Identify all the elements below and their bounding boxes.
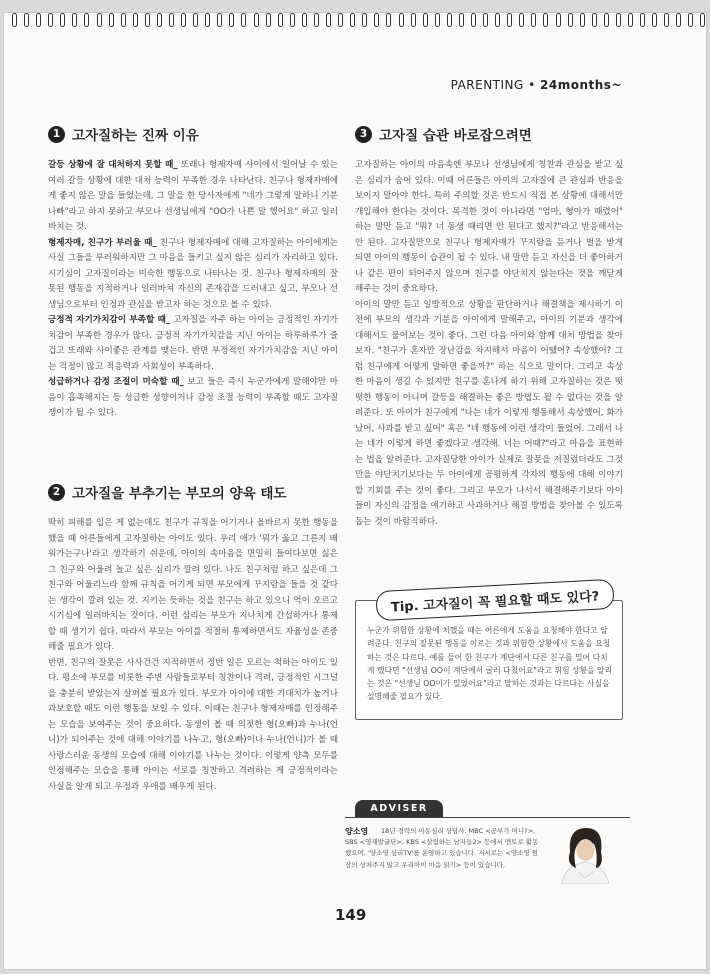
binding-ring <box>278 13 283 27</box>
binding-ring <box>507 13 512 27</box>
section1-title <box>48 124 199 144</box>
binding-ring <box>592 13 597 27</box>
section3-heading: 고자질 습관 바로잡으려면 <box>379 128 532 144</box>
section1-para-4-lead: 성급하거나 감정 조절이 미숙할 때_ <box>48 377 184 387</box>
binding-ring <box>471 13 476 27</box>
binding-ring <box>423 13 428 27</box>
adviser-bio: 18년 경력의 아동심리 상담사. MBC <공부가 머니?>, SBS <영재발굴단>, KBS <살림하는 남자들2> 등에서 멘토로 활동했으며, '양소영 심리TV'를 운영하고 있습니다. 저서로는 <양소영 원장의 상처주지 않고 우리아이 마음 읽기> 등이 있습니다. <box>345 827 539 869</box>
tip-title: Tip. 고자질이 꼭 필요할 때도 있다? <box>375 579 614 621</box>
binding-ring <box>133 13 138 27</box>
binding-ring <box>302 13 307 27</box>
section2-title <box>48 482 286 502</box>
section1-para-1-text: 또래나 형제자매 사이에서 일어날 수 있는 여러 갈등 상황에 대한 대처 능력이 부족한 경우 나타난다. 친구나 형제자매에게 좋지 않은 말을 들었는데, 그 말을 한 당사자에게 "네가 그렇게 말하니 기분 나빠"라고 하지 못하고 부모나 선생님에게 "OO가 나쁜 말 했어요" 하고 일러바치는 것. <box>48 160 338 232</box>
binding-ring <box>543 13 548 27</box>
section1-para-2-lead: 형제자매, 친구가 부러울 때_ <box>48 237 157 248</box>
header-age: 24months~ <box>540 78 622 92</box>
section1-para-4 <box>48 375 338 422</box>
binding-ring <box>254 13 259 27</box>
section1-body <box>48 158 338 422</box>
page-number: 149 <box>335 906 367 924</box>
section1-para-1 <box>48 158 338 236</box>
section3-body <box>355 158 623 530</box>
section3-title <box>355 124 532 144</box>
binding-ring <box>169 13 174 27</box>
section3-number: 3 <box>355 126 372 143</box>
binding-ring <box>531 13 536 27</box>
binding-ring <box>24 13 29 27</box>
binding-ring <box>217 13 222 27</box>
section1-heading: 고자질하는 진짜 이유 <box>72 128 199 144</box>
section1-para-2-text: 친구나 형제자매에 대해 고자질하는 아이에게는 사실 그들을 부러워하지만 그 마음을 들키고 싶지 않은 심리가 자리하고 있다. 시기심이 고자질이라는 미숙한 행동으로 나타나는 것. 친구나 형제자매의 잘못된 행동을 지적하거나 일러바쳐 자신의 존재감을 드러내고 싶고, 부모나 선생님으로부터 인정과 관심을 받고자 하는 것으로 볼 수 있다. <box>48 237 338 310</box>
section1-para-3 <box>48 313 338 375</box>
binding-ring <box>193 13 198 27</box>
binding-ring <box>12 13 17 27</box>
section1-para-3-text: 고자질을 자주 하는 아이는 긍정적인 자기가치감이 부족한 경우가 많다. 긍정적 자기가치감을 지닌 아이는 하루하루가 즐겁고 또래와 사이좋은 관계를 맺는다. 반면 부정적인 자기가치감을 지닌 아이는 걱정이 많고 적응력과 사회성이 부족하다. <box>48 315 338 372</box>
binding-ring <box>700 13 705 27</box>
spiral-binding <box>12 13 706 31</box>
binding-ring <box>157 13 162 27</box>
binding-ring <box>459 13 464 27</box>
binding-ring <box>519 13 524 27</box>
binding-ring <box>604 13 609 27</box>
binding-ring <box>290 13 295 27</box>
section1-para-1-lead: 갈등 상황에 잘 대처하지 못할 때_ <box>48 160 178 170</box>
adviser-divider <box>345 817 630 818</box>
binding-ring <box>314 13 319 27</box>
binding-ring <box>121 13 126 27</box>
adviser-photo <box>548 822 623 884</box>
binding-ring <box>664 13 669 27</box>
binding-ring <box>266 13 271 27</box>
binding-ring <box>109 13 114 27</box>
section2-para-1: 딱히 피해를 입은 게 없는데도 친구가 규칙을 어기거나 올바르지 못한 행동을 했을 때 어른들에게 고자질하는 아이도 있다. 우리 애가 '뭐가 옳고 그른지 배워가는구나'라고 생각하기 쉬운데, 아이의 속마음을 면밀히 들여다보면 싫은 그 친구와 어울려 놀고 싶은 심리가 깔려 있다. 나도 친구처럼 하고 싶은데 그 친구와 어울리느라 함께 규칙을 어기게 되면 부모에게 꾸지람을 들을 것 같다는 생각이 깔려 있는 것. 지키는 듯하는 것을 친구는 하고 있으니 억이 오르고 시기심에 일러바치는 것이다. 이런 심리는 부모가 지나치게 간섭하거나 통제할 때 생기기 쉽다. 따라서 부모는 아이를 적절히 통제하면서도 자율성을 존중해줄 필요가 있다. <box>48 518 338 652</box>
binding-ring <box>181 13 186 27</box>
binding-ring <box>568 13 573 27</box>
section3-para-1: 고자질하는 아이의 마음속엔 부모나 선생님에게 칭찬과 관심을 받고 싶은 심리가 숨어 있다. 이때 어른들은 아이의 고자질에 큰 관심과 반응을 보이지 말아야 한다. 특히 주의할 것은 반드시 직접 본 상황에 대해서만 개입해야 한다는 것이다. 목격한 것이 아니라면 "엄마, 형아가 때렸어" 하는 말만 듣고 "뭐? 너 동생 때리면 안 된다고 했지?"라고 반응해서는 안 된다. 고자질만으로 친구나 형제자매가 꾸지람을 듣거나 벌을 받게 되면 아이의 행동이 습관이 될 수 있다. 내 말만 듣고 자신을 더 좋아하거나 같은 편이 되어주지 않으며 친구를 야단치지 않는다는 것을 깨닫게 해주는 것이 중요하다. <box>355 160 623 294</box>
binding-ring <box>229 13 234 27</box>
binding-ring <box>640 13 645 27</box>
binding-ring <box>580 13 585 27</box>
binding-ring <box>628 13 633 27</box>
binding-ring <box>241 13 246 27</box>
binding-ring <box>483 13 488 27</box>
binding-ring <box>60 13 65 27</box>
binding-ring <box>48 13 53 27</box>
binding-ring <box>652 13 657 27</box>
binding-ring <box>374 13 379 27</box>
binding-ring <box>447 13 452 27</box>
page-header <box>451 78 622 92</box>
binding-ring <box>145 13 150 27</box>
binding-ring <box>435 13 440 27</box>
binding-ring <box>495 13 500 27</box>
adviser-label: ADVISER <box>355 800 443 817</box>
binding-ring <box>338 13 343 27</box>
binding-ring <box>205 13 210 27</box>
section2-number: 2 <box>48 484 65 501</box>
binding-ring <box>556 13 561 27</box>
tip-text: 누군가 위험한 상황에 처했을 때는 어른에게 도움을 요청해야 한다고 알려준다. 친구의 잘못된 행동을 이르는 것과 위험한 상황에서 도움을 요청하는 것은 다르다. 예를 들어 한 친구가 계단에서 다른 친구를 밀어 다치게 했다면 "선생님 OO이 계단에서 굴러 다쳤어요"라고 위험 상황을 알리는 것은 "선생님 OO이가 밀었어요"라고 말하는 것과는 다르다는 사실을 설명해줄 필요가 있다. <box>367 626 613 702</box>
binding-ring <box>676 13 681 27</box>
header-section: PARENTING • <box>450 78 541 92</box>
section1-number: 1 <box>48 126 65 143</box>
binding-ring <box>84 13 89 27</box>
binding-ring <box>411 13 416 27</box>
section2-body <box>48 516 338 795</box>
binding-ring <box>72 13 77 27</box>
binding-ring <box>97 13 102 27</box>
binding-ring <box>688 13 693 27</box>
section1-para-2 <box>48 236 338 314</box>
section1-para-3-lead: 긍정적 자기가치감이 부족할 때_ <box>48 315 171 325</box>
section1-para-4-text: 보고 들은 즉시 누군가에게 말해야만 마음이 흡족해지는 등 성급한 성향이거나 감정 조절 능력이 부족할 때도 고자질쟁이가 될 수 있다. <box>48 377 338 418</box>
binding-ring <box>362 13 367 27</box>
binding-ring <box>326 13 331 27</box>
binding-ring <box>36 13 41 27</box>
binding-ring <box>616 13 621 27</box>
adviser-name: 양소영 <box>345 827 369 836</box>
section2-para-2: 반면, 친구의 잘못은 사사건건 지적하면서 정반 일은 모르는 척하는 아이도 있다. 평소에 부모를 비롯한 주변 사람들로부터 칭찬이나 격려, 긍정적인 시그널을 충분히 받았는지 살펴볼 필요가 있다. 부모가 아이에 대한 기대치가 높거나 과보호할 때도 이런 행동을 보일 수 있다. 이때는 친구나 형제자매를 인정해주는 모습을 보여주는 것이 중요하다. 동생이 볼 때 의젓한 형(오빠)과 누나(언니)가 되어주는 것에 대해 이야기를 나누고, 형(오빠)이나 누나(언니)가 볼 때 사랑스러운 동생의 모습에 대해 이야기를 나누는 것이다. 이렇게 양측 모두를 인정해주는 모습을 통해 아이는 서로를 칭찬하고 격려하는 게 긍정적이라는 사실을 알게 되고 우정과 우애를 배우게 된다. <box>48 657 338 792</box>
section2-heading: 고자질을 부추기는 부모의 양육 태도 <box>72 486 287 502</box>
binding-ring <box>386 13 391 27</box>
section3-para-2: 아이의 말만 듣고 일방적으로 상황을 판단하거나 해결책을 제시하기 이전에 부모의 생각과 기분을 아이에게 말해주고, 아이의 기분과 생각에 대해서도 물어보는 것이 좋다. 그런 다음 아이와 함께 대처 방법을 찾아보자. "친구가 혼자만 장난감을 차지해서 마음이 어땠어? 속상했어? 그럼 친구에게 어떻게 말하면 좋을까?" 하는 식으로 말이다. 그리고 속상한 마음이 생길 수 있지만 친구를 혼나게 하기 위해 고자질하는 것은 떳떳한 행동이 아니며 갈등을 해결하는 좋은 방법도 될 수 없다는 것을 알려준다. 또 아이가 친구에게 "나는 네가 이렇게 행동해서 속상했어, 화가 났어, 사과를 받고 싶어" 혹은 "네 행동에 이런 생각이 들었어. 그래서 나는 네가 이렇게 하면 좋겠다고 생각해. 너는 어때?"라고 마음을 표현하는 법을 알려준다. 고자질당한 아이가 실제로 잘못을 저질렀더라도 그것만을 야단치기보다는 두 아이에게 공평하게 각자의 행동에 대해 이야기할 기회를 주는 것이 좋다. 그리고 부모가 나서서 해결해주기보다 아이들이 자신의 감정을 얘기하고 사과하거나 해결 방법을 찾아볼 수 있도록 돕는 것이 바람직하다. <box>355 299 623 527</box>
binding-ring <box>399 13 404 27</box>
binding-ring <box>350 13 355 27</box>
